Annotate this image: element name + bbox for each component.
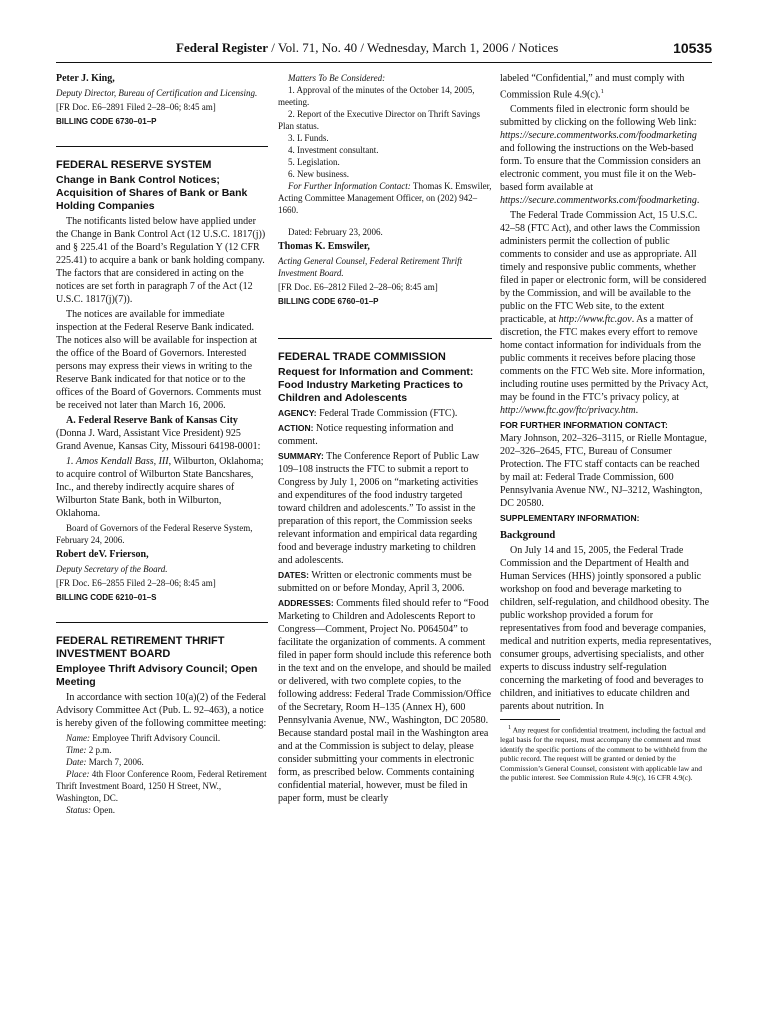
notice-subject: Request for Information and Comment: Food Industry Marketing Practices to Children and Adolescents xyxy=(278,366,474,404)
field-label: AGENCY: xyxy=(278,408,317,418)
field-value: 2 p.m. xyxy=(86,745,112,755)
signer-name: Thomas K. Emswiler, xyxy=(278,241,370,252)
footnote-number: 1 xyxy=(508,724,512,732)
agenda-item: 5. Legislation. xyxy=(288,157,340,167)
notificant-name: 1. Amos Kendall Bass, III xyxy=(66,456,169,467)
paragraph-text: . xyxy=(635,405,639,417)
paragraph-text: . As a matter of discretion, the FTC makes every effort to remove home contact information for individuals from the public comments it receives before placing those comments on the FTC Web site. More information, including routine uses permitted by the Privacy Act, may be found in the FTC’s privacy policy, at xyxy=(500,314,709,404)
bank-name: A. Federal Reserve Bank of Kansas City xyxy=(66,415,238,426)
footnote-text: Any request for confidential treatment, including the factual and legal basis for the request, must accompany the comment and must identify the specific portions of the comment to be withheld from the public record. The request will be granted or denied by the Commission’s General Counsel, consistent with applicable law and the public interest. See Commission Rule 4.9(c), 16 CFR 4.9(c). xyxy=(500,725,708,783)
field-label: For Further Information Contact: xyxy=(288,181,411,191)
field-label: Place: xyxy=(66,769,90,779)
fr-doc-line: [FR Doc. E6–2855 Filed 2–28–06; 8:45 am] xyxy=(56,578,216,588)
agency-field xyxy=(278,407,492,420)
notificant-item xyxy=(56,455,268,520)
field-value: Open. xyxy=(91,805,116,815)
notice-subject: Change in Bank Control Notices; Acquisition of Shares of Bank or Bank Holding Companies xyxy=(56,174,248,212)
signer-title: Deputy Director, Bureau of Certification and Licensing. xyxy=(56,88,258,98)
paragraph-text: The Federal Trade Commission Act, 15 U.S.C. 42–58 (FTC Act), and other laws the Commission administers permit the collection of public comments to consider and use as appropriate. All timely and responsive public comments, whether filed in paper or electronic form, will be considered by the Commission, and will be available to the public on the FTC Web site, to the extent practicable, at xyxy=(500,210,707,326)
ftc-link[interactable]: http://www.ftc.gov xyxy=(558,314,632,326)
column-2 xyxy=(278,72,492,1017)
body-paragraph xyxy=(500,209,712,417)
signer-title: Deputy Secretary of the Board. xyxy=(56,564,168,574)
field-label: Date: xyxy=(66,757,87,767)
background-heading: Background xyxy=(500,530,556,542)
field-label: Name: xyxy=(66,733,90,743)
field-label: Time: xyxy=(66,745,87,755)
meeting-date xyxy=(56,756,268,768)
continued-paragraph xyxy=(500,72,712,101)
body-paragraph xyxy=(500,103,712,207)
header-title xyxy=(176,40,558,56)
paragraph-text: Comments filed in electronic form should be submitted by clicking on the following Web link: xyxy=(500,104,697,129)
agenda-heading: Matters To Be Considered: xyxy=(288,73,386,83)
board-line: Board of Governors of the Federal Reserve System, February 24, 2006. xyxy=(56,523,253,545)
meeting-time xyxy=(56,744,268,756)
privacy-link[interactable]: http://www.ftc.gov/ftc/privacy.htm xyxy=(500,405,636,417)
paragraph-text: . xyxy=(696,195,700,207)
paragraph-text: labeled “Confidential,” and must comply with Commission Rule 4.9(c). xyxy=(500,73,685,101)
section-divider xyxy=(56,622,268,623)
running-header xyxy=(56,40,712,58)
bank-item xyxy=(56,414,268,453)
footnote-rule xyxy=(500,719,560,720)
dates-field xyxy=(278,569,492,595)
header-rule xyxy=(56,62,712,63)
comment-link[interactable]: https://secure.commentworks.com/foodmarketing xyxy=(500,195,697,207)
ffi-label: FOR FURTHER INFORMATION CONTACT: xyxy=(500,420,668,431)
comment-link[interactable]: https://secure.commentworks.com/foodmarketing xyxy=(500,130,697,142)
field-value: Notice requesting information and comment. xyxy=(278,423,454,447)
agenda-item: 3. L Funds. xyxy=(288,133,329,143)
addresses-field xyxy=(278,597,492,805)
fr-doc-line: [FR Doc. E6–2812 Filed 2–28–06; 8:45 am] xyxy=(278,282,438,292)
field-value: The Conference Report of Public Law 109–108 instructs the FTC to submit a report to Congress by July 1, 2006 on “marketing activities and expenditures of the food industry targeted toward children and adolescents.” To assist in the preparation of this report, the Commission seeks relevant information and empirical data regarding food and beverage industry marketing to children and adolescents. xyxy=(278,451,480,566)
field-label: ADDRESSES: xyxy=(278,598,334,608)
body-paragraph: The notificants listed below have applied under the Change in Bank Control Act (12 U.S.C. 1817(j)) and § 225.41 of the Board’s Regulation Y (12 CFR 225.41) to acquire a bank or bank holding company. The factors that are considered in acting on the notices are set forth in paragraph 7 of the Act (12 U.S.C. 1817(j)(7)). xyxy=(56,216,266,305)
signer-name: Peter J. King, xyxy=(56,73,115,84)
issue-info: / Vol. 71, No. 40 / Wednesday, March 1, 2006 / Notices xyxy=(268,40,559,55)
field-value: Thomas K. Emswiler, Acting Committee Management Officer, on (202) 942–1660. xyxy=(278,181,492,215)
agenda-item: 4. Investment consultant. xyxy=(288,145,379,155)
journal-name: Federal Register xyxy=(176,40,269,55)
meeting-name xyxy=(56,732,268,744)
column-3 xyxy=(500,72,712,1017)
fr-doc-line: [FR Doc. E6–2891 Filed 2–28–06; 8:45 am] xyxy=(56,102,216,112)
field-value: Federal Trade Commission (FTC). xyxy=(316,408,458,419)
billing-code: BILLING CODE 6760–01–P xyxy=(278,297,379,306)
agency-heading: FEDERAL RETIREMENT THRIFT INVESTMENT BOARD xyxy=(56,635,225,660)
field-label: DATES: xyxy=(278,570,310,580)
agency-heading: FEDERAL TRADE COMMISSION xyxy=(278,351,446,363)
signer-name: Robert deV. Frierson, xyxy=(56,549,149,560)
notice-subject: Employee Thrift Advisory Council; Open Meeting xyxy=(56,663,258,688)
field-value: Comments filed should refer to “Food Marketing to Children and Adolescents Report to Congress—Comment, Project No. P064504” to facilitate the organization of comments. A comment filed in paper form should include this reference both in the text and on the envelope, and should be mailed or delivered, with two complete copies, to the following address: Federal Trade Commission/Office of the Secretary, Room H–135 (Annex H), 600 Pennsylvania Avenue, NW., Washington, DC 20580. Because standard postal mail in the Washington area and at the Commission is subject to delay, please consider submitting your comments in electronic form, as prescribed below. Comments containing confidential material, however, must be filed in paper form, must be clearly xyxy=(278,598,492,804)
field-value: Written or electronic comments must be submitted on or before Monday, April 3, 2006. xyxy=(278,570,472,594)
page-number: 10535 xyxy=(673,40,712,56)
contact-line xyxy=(278,180,492,216)
section-divider xyxy=(56,146,268,147)
action-field xyxy=(278,422,492,448)
section-divider xyxy=(278,338,492,339)
body-paragraph: The notices are available for immediate inspection at the Federal Reserve Bank indicated. The notices also will be available for inspection at the office of the Board of Governors. Interested persons may express their views in writing to the Reserve Bank indicated for that notice or to the offices of the Board of Governors. Comments must be received not later than March 16, 2006. xyxy=(56,309,262,411)
field-value: March 7, 2006. xyxy=(86,757,144,767)
bank-details: (Donna J. Ward, Assistant Vice President) 925 Grand Avenue, Kansas City, Missouri 64198-0001: xyxy=(56,428,261,452)
supplementary-label: SUPPLEMENTARY INFORMATION: xyxy=(500,513,640,524)
field-label: SUMMARY: xyxy=(278,451,324,461)
body-paragraph: On July 14 and 15, 2005, the Federal Trade Commission and the Department of Health and Human Services (HHS) jointly sponsored a public workshop on food and beverage marketing to children, self-regulation, and childhood obesity. The public workshop provided a forum for representatives from food and beverage companies, medical and nutrition experts, media representatives, consumer groups, advertising specialists, and other experts to discuss industry self-regulation concerning the marketing of food and beverages to children, and initiatives to educate children and parents about nutrition. In xyxy=(500,545,712,713)
column-1 xyxy=(56,72,268,1017)
signer-title: Acting General Counsel, Federal Retirement Thrift Investment Board. xyxy=(278,256,463,278)
ffi-value: Mary Johnson, 202–326–3115, or Rielle Montague, 202–326–2645, FTC, Bureau of Consumer Protection. The FTC staff contacts can be reached by mail at: Federal Trade Commission, 600 Pennsylvania Avenue NW., NJ–3212, Washington, DC 20580. xyxy=(500,433,707,510)
agenda-item: 1. Approval of the minutes of the October 14, 2005, meeting. xyxy=(278,85,475,107)
billing-code: BILLING CODE 6210–01–S xyxy=(56,593,157,602)
meeting-status xyxy=(56,804,268,816)
paragraph-text: and following the instructions on the Web-based form. To ensure that the Commission considers an electronic comment, you must file it on the Web-based form available at xyxy=(500,143,701,194)
agenda-item: 6. New business. xyxy=(288,169,349,179)
field-value: 4th Floor Conference Room, Federal Retirement Thrift Investment Board, 1250 H Street, NW., Washington, DC. xyxy=(56,769,267,803)
footnote-ref: 1 xyxy=(600,88,604,95)
dated-line: Dated: February 23, 2006. xyxy=(288,227,383,237)
notificant-details: , Wilburton, Oklahoma; to acquire control of Wilburton State Bancshares, Inc., and thereby indirectly acquire shares of Wilburton State Bank, both in Wilburton, Oklahoma. xyxy=(56,456,264,519)
meeting-place xyxy=(56,768,268,804)
summary-field xyxy=(278,450,492,567)
field-label: ACTION: xyxy=(278,423,314,433)
field-label: Status: xyxy=(66,805,92,815)
field-value: Employee Thrift Advisory Council. xyxy=(90,733,221,743)
billing-code: BILLING CODE 6730–01–P xyxy=(56,117,157,126)
agency-heading: FEDERAL RESERVE SYSTEM xyxy=(56,159,212,171)
agenda-item: 2. Report of the Executive Director on Thrift Savings Plan status. xyxy=(278,109,481,131)
body-paragraph: In accordance with section 10(a)(2) of the Federal Advisory Committee Act (Pub. L. 92–463), a notice is hereby given of the following committee meeting: xyxy=(56,692,267,729)
meeting-details xyxy=(56,732,268,816)
footnote xyxy=(500,723,712,783)
meeting-agenda xyxy=(278,72,492,216)
